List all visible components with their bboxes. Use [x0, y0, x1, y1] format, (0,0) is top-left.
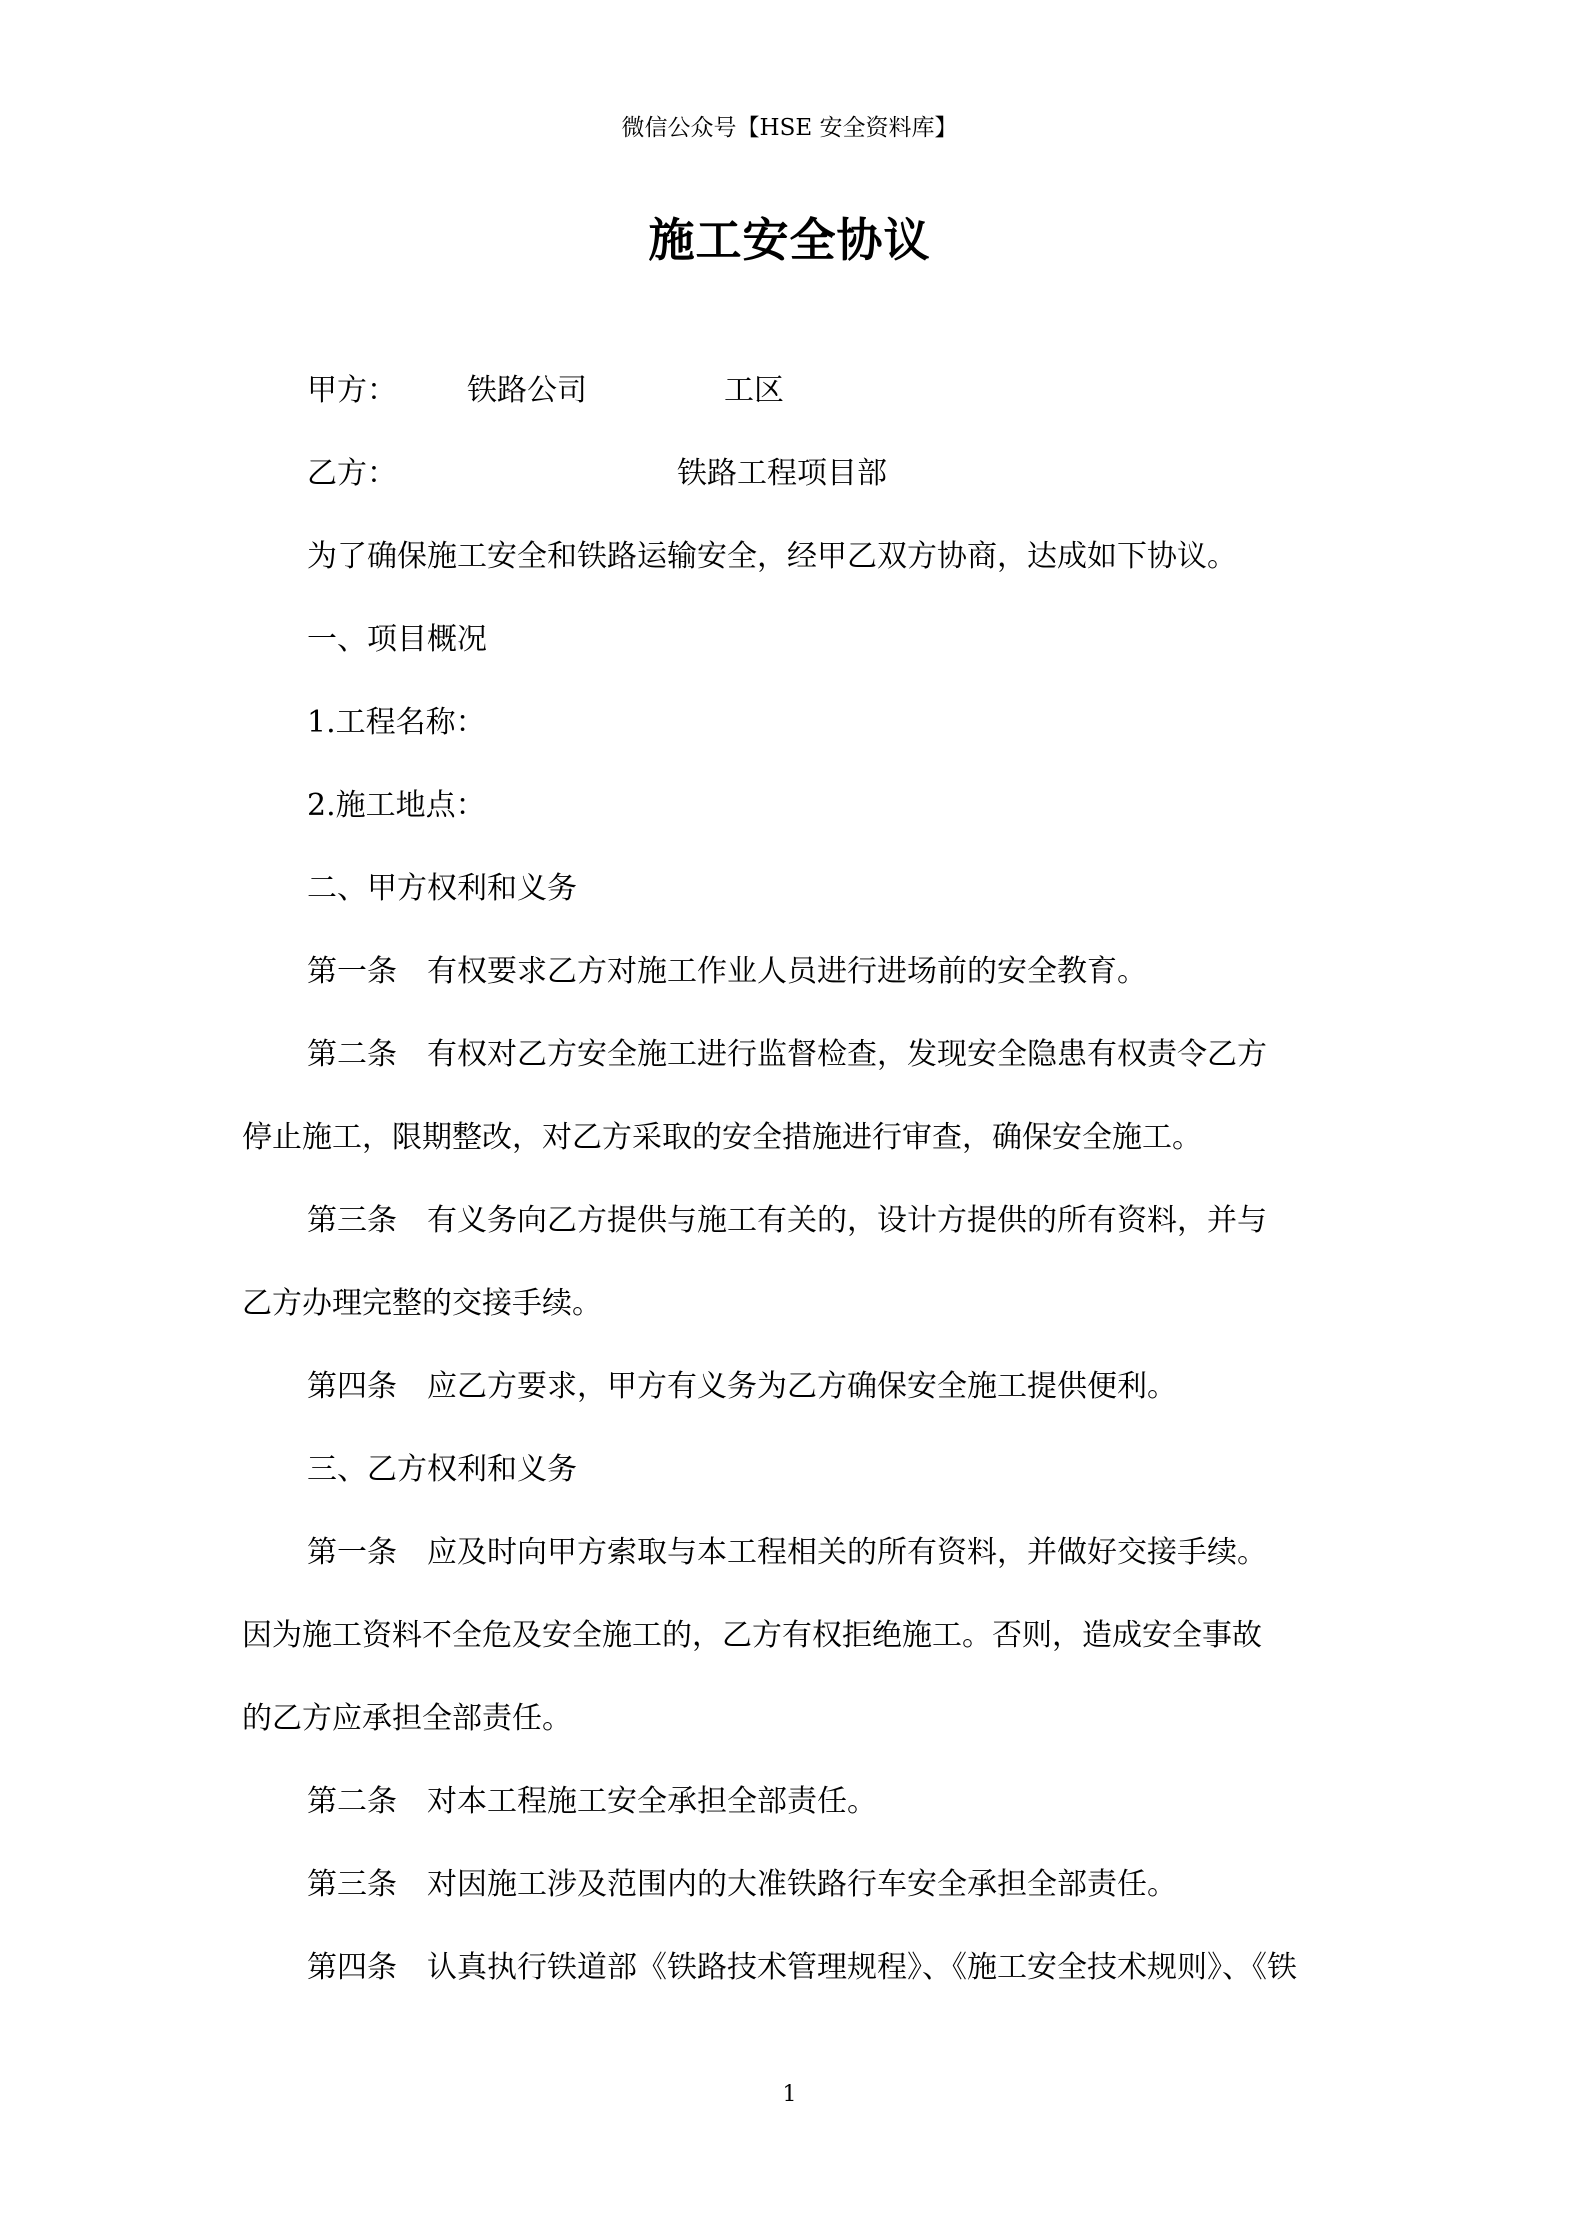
section1-item-site: 2.施工地点：	[307, 788, 486, 823]
source-header: 微信公众号【HSE 安全资料库】	[621, 115, 958, 141]
section2-article3-line2: 乙方办理完整的交接手续。	[242, 1286, 602, 1321]
party-a-company: 铁路公司	[467, 373, 587, 408]
party-a-line	[307, 371, 1207, 411]
party-a-label: 甲方：	[307, 373, 397, 408]
section2-article1: 第一条 有权要求乙方对施工作业人员进行进场前的安全教育。	[307, 954, 1147, 989]
section1-item-project-name: 1.工程名称：	[307, 705, 486, 740]
section2-article2-line1: 第二条 有权对乙方安全施工进行监督检查，发现安全隐患有权责令乙方	[307, 1037, 1267, 1072]
section3-article4: 第四条 认真执行铁道部《铁路技术管理规程》、《施工安全技术规则》、《铁	[307, 1950, 1297, 1985]
section2-heading: 二、甲方权利和义务	[307, 871, 577, 906]
party-b-company: 铁路工程项目部	[677, 456, 887, 491]
section3-heading: 三、乙方权利和义务	[307, 1452, 577, 1487]
section3-article1-line1: 第一条 应及时向甲方索取与本工程相关的所有资料，并做好交接手续。	[307, 1535, 1267, 1570]
section3-article1-line2: 因为施工资料不全危及安全施工的，乙方有权拒绝施工。否则，造成安全事故	[242, 1618, 1262, 1653]
intro-paragraph: 为了确保施工安全和铁路运输安全，经甲乙双方协商，达成如下协议。	[307, 539, 1237, 574]
document-title: 施工安全协议	[648, 213, 931, 267]
page-number: 1	[782, 2082, 797, 2107]
section2-article4: 第四条 应乙方要求，甲方有义务为乙方确保安全施工提供便利。	[307, 1369, 1177, 1404]
section3-article1-line3: 的乙方应承担全部责任。	[242, 1701, 572, 1736]
party-a-unit: 工区	[724, 373, 784, 408]
section3-article3: 第三条 对因施工涉及范围内的大准铁路行车安全承担全部责任。	[307, 1867, 1177, 1902]
section1-heading: 一、项目概况	[307, 622, 487, 657]
party-b-line	[307, 454, 1207, 494]
section2-article3-line1: 第三条 有义务向乙方提供与施工有关的，设计方提供的所有资料，并与	[307, 1203, 1267, 1238]
section3-article2: 第二条 对本工程施工安全承担全部责任。	[307, 1784, 877, 1819]
party-b-label: 乙方：	[307, 456, 397, 491]
section2-article2-line2: 停止施工，限期整改，对乙方采取的安全措施进行审查，确保安全施工。	[242, 1120, 1202, 1155]
